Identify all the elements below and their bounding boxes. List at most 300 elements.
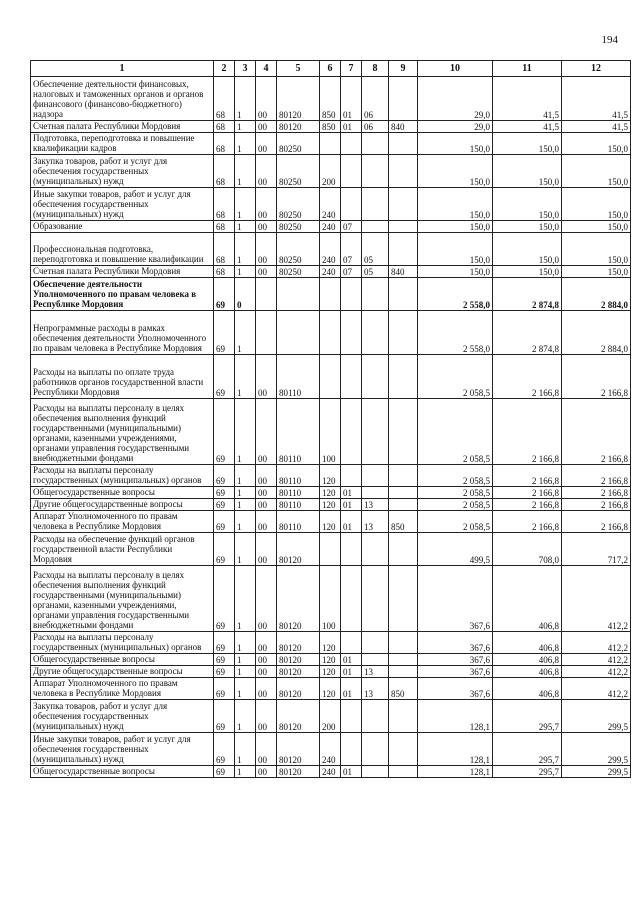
amount-cell-11: 406,8	[493, 678, 562, 700]
code-cell-7: 07	[341, 221, 362, 233]
amount-cell-12: 412,2	[562, 678, 631, 700]
code-cell-9	[389, 666, 418, 678]
table-row	[31, 399, 631, 465]
code-cell-6: 240	[320, 188, 341, 221]
code-cell-6: 240	[320, 266, 341, 278]
amount-cell-12: 412,2	[562, 654, 631, 666]
code-cell-9	[389, 233, 418, 266]
code-cell-9	[389, 155, 418, 188]
code-cell-4: 00	[256, 155, 277, 188]
amount-cell-10: 2 558,0	[418, 311, 493, 355]
amount-cell-11: 406,8	[493, 666, 562, 678]
code-cell-8: 05	[362, 233, 389, 266]
amount-cell-10: 2 058,5	[418, 399, 493, 465]
amount-cell-11: 295,7	[493, 733, 562, 766]
amount-cell-10: 128,1	[418, 733, 493, 766]
amount-cell-11: 150,0	[493, 233, 562, 266]
code-cell-2: 69	[214, 666, 235, 678]
code-cell-4: 00	[256, 566, 277, 632]
amount-cell-11: 2 166,8	[493, 399, 562, 465]
code-cell-7: 01	[341, 121, 362, 133]
code-cell-5: 80110	[277, 487, 320, 499]
code-cell-4: 00	[256, 133, 277, 155]
code-cell-9	[389, 399, 418, 465]
amount-cell-12: 412,2	[562, 566, 631, 632]
amount-cell-11: 150,0	[493, 155, 562, 188]
amount-cell-10: 499,5	[418, 533, 493, 566]
code-cell-2: 69	[214, 766, 235, 778]
code-cell-8	[362, 355, 389, 399]
code-cell-3: 1	[235, 733, 256, 766]
code-cell-5: 80120	[277, 533, 320, 566]
table-row	[31, 700, 631, 733]
row-name-cell: Расходы на выплаты по оплате труда работников органов государственной власти Республики Мордовия	[31, 355, 214, 399]
amount-cell-11: 2 166,8	[493, 511, 562, 533]
row-name-cell: Закупка товаров, работ и услуг для обеспечения государственных (муниципальных) нужд	[31, 155, 214, 188]
amount-cell-11: 708,0	[493, 533, 562, 566]
amount-cell-11: 150,0	[493, 266, 562, 278]
code-cell-3: 1	[235, 121, 256, 133]
code-cell-3: 1	[235, 666, 256, 678]
code-cell-3: 1	[235, 487, 256, 499]
code-cell-2: 69	[214, 511, 235, 533]
code-cell-6	[320, 278, 341, 311]
code-cell-4: 00	[256, 632, 277, 654]
column-header-4: 4	[256, 61, 277, 77]
code-cell-6	[320, 355, 341, 399]
code-cell-9	[389, 278, 418, 311]
code-cell-4: 00	[256, 733, 277, 766]
amount-cell-10: 150,0	[418, 266, 493, 278]
code-cell-6	[320, 133, 341, 155]
code-cell-8	[362, 487, 389, 499]
code-cell-2: 69	[214, 566, 235, 632]
table-row	[31, 654, 631, 666]
amount-cell-12: 2 166,8	[562, 399, 631, 465]
row-name-cell: Иные закупки товаров, работ и услуг для обеспечения государственных (муниципальных) нужд	[31, 733, 214, 766]
row-name-cell: Обеспечение деятельности Уполномоченного по правам человека в Республике Мордовия	[31, 278, 214, 311]
column-header-10: 10	[418, 61, 493, 77]
code-cell-5: 80120	[277, 733, 320, 766]
code-cell-6: 120	[320, 632, 341, 654]
code-cell-5: 80120	[277, 678, 320, 700]
amount-cell-11: 2 166,8	[493, 465, 562, 487]
code-cell-4	[256, 311, 277, 355]
code-cell-7	[341, 700, 362, 733]
code-cell-3: 1	[235, 566, 256, 632]
amount-cell-10: 150,0	[418, 221, 493, 233]
code-cell-8	[362, 221, 389, 233]
table-header	[31, 61, 631, 77]
amount-cell-11: 150,0	[493, 221, 562, 233]
column-header-7: 7	[341, 61, 362, 77]
column-header-1: 1	[31, 61, 214, 77]
table-row	[31, 666, 631, 678]
code-cell-3: 1	[235, 499, 256, 511]
code-cell-6: 240	[320, 766, 341, 778]
code-cell-9: 850	[389, 678, 418, 700]
code-cell-4: 00	[256, 766, 277, 778]
code-cell-3: 1	[235, 133, 256, 155]
row-name-cell: Закупка товаров, работ и услуг для обеспечения государственных (муниципальных) нужд	[31, 700, 214, 733]
code-cell-6: 850	[320, 121, 341, 133]
code-cell-3: 1	[235, 266, 256, 278]
table-row	[31, 465, 631, 487]
code-cell-7	[341, 188, 362, 221]
code-cell-7: 01	[341, 77, 362, 121]
code-cell-2: 68	[214, 155, 235, 188]
column-header-12: 12	[562, 61, 631, 77]
code-cell-5: 80120	[277, 666, 320, 678]
code-cell-3: 1	[235, 355, 256, 399]
code-cell-2: 68	[214, 266, 235, 278]
row-name-cell: Расходы на выплаты персоналу в целях обеспечения выполнения функций государственными (муниципальными) органами, казенными учреждениями, органами управления государственными внебюджетными фондами	[31, 399, 214, 465]
amount-cell-11: 41,5	[493, 77, 562, 121]
amount-cell-10: 2 058,5	[418, 355, 493, 399]
code-cell-3: 1	[235, 221, 256, 233]
row-name-cell: Общегосударственные вопросы	[31, 487, 214, 499]
code-cell-8	[362, 188, 389, 221]
code-cell-3: 1	[235, 766, 256, 778]
row-name-cell: Профессиональная подготовка, переподготовка и повышение квалификации	[31, 233, 214, 266]
table-row	[31, 266, 631, 278]
amount-cell-11: 406,8	[493, 632, 562, 654]
code-cell-3: 1	[235, 678, 256, 700]
table-row	[31, 278, 631, 311]
table-row	[31, 566, 631, 632]
table-row	[31, 77, 631, 121]
code-cell-4: 00	[256, 399, 277, 465]
code-cell-8	[362, 632, 389, 654]
code-cell-8	[362, 700, 389, 733]
amount-cell-10: 2 558,0	[418, 278, 493, 311]
code-cell-8: 13	[362, 678, 389, 700]
code-cell-3: 1	[235, 233, 256, 266]
amount-cell-10: 128,1	[418, 700, 493, 733]
code-cell-2: 68	[214, 77, 235, 121]
amount-cell-11: 2 874,8	[493, 311, 562, 355]
row-name-cell: Расходы на выплаты персоналу государственных (муниципальных) органов	[31, 632, 214, 654]
code-cell-2: 69	[214, 654, 235, 666]
amount-cell-10: 150,0	[418, 233, 493, 266]
code-cell-7: 07	[341, 233, 362, 266]
amount-cell-12: 299,5	[562, 700, 631, 733]
code-cell-9	[389, 733, 418, 766]
code-cell-8	[362, 533, 389, 566]
amount-cell-11: 406,8	[493, 566, 562, 632]
code-cell-4: 00	[256, 533, 277, 566]
column-header-8: 8	[362, 61, 389, 77]
amount-cell-10: 367,6	[418, 678, 493, 700]
amount-cell-12: 41,5	[562, 77, 631, 121]
code-cell-5: 80250	[277, 188, 320, 221]
code-cell-5: 80110	[277, 399, 320, 465]
code-cell-8	[362, 465, 389, 487]
page-number: 194	[601, 34, 618, 46]
code-cell-6: 100	[320, 399, 341, 465]
code-cell-6: 120	[320, 511, 341, 533]
amount-cell-11: 2 166,8	[493, 499, 562, 511]
row-name-cell: Обеспечение деятельности финансовых, налоговых и таможенных органов и органов финансового (финансово-бюджетного) надзора	[31, 77, 214, 121]
amount-cell-12: 2 166,8	[562, 465, 631, 487]
code-cell-2: 69	[214, 465, 235, 487]
amount-cell-10: 2 058,5	[418, 499, 493, 511]
amount-cell-12: 2 884,0	[562, 278, 631, 311]
row-name-cell: Общегосударственные вопросы	[31, 654, 214, 666]
amount-cell-12: 717,2	[562, 533, 631, 566]
code-cell-4: 00	[256, 465, 277, 487]
code-cell-3: 1	[235, 188, 256, 221]
code-cell-9	[389, 566, 418, 632]
row-name-cell: Другие общегосударственные вопросы	[31, 499, 214, 511]
column-header-9: 9	[389, 61, 418, 77]
code-cell-8: 13	[362, 499, 389, 511]
amount-cell-12: 150,0	[562, 221, 631, 233]
code-cell-3: 1	[235, 77, 256, 121]
code-cell-7	[341, 465, 362, 487]
column-header-11: 11	[493, 61, 562, 77]
table-body	[31, 77, 631, 778]
row-name-cell: Расходы на выплаты персоналу государственных (муниципальных) органов	[31, 465, 214, 487]
amount-cell-12: 2 166,8	[562, 499, 631, 511]
table-row	[31, 311, 631, 355]
table-row	[31, 188, 631, 221]
code-cell-2: 69	[214, 533, 235, 566]
code-cell-5	[277, 278, 320, 311]
code-cell-4: 00	[256, 355, 277, 399]
code-cell-8	[362, 278, 389, 311]
amount-cell-10: 150,0	[418, 155, 493, 188]
code-cell-9	[389, 221, 418, 233]
code-cell-5: 80110	[277, 511, 320, 533]
amount-cell-10: 2 058,5	[418, 511, 493, 533]
code-cell-3: 1	[235, 465, 256, 487]
row-name-cell: Аппарат Уполномоченного по правам человека в Республике Мордовия	[31, 678, 214, 700]
code-cell-3: 1	[235, 399, 256, 465]
table-row	[31, 221, 631, 233]
code-cell-8: 06	[362, 77, 389, 121]
amount-cell-10: 29,0	[418, 121, 493, 133]
code-cell-8: 05	[362, 266, 389, 278]
code-cell-2: 68	[214, 133, 235, 155]
code-cell-6: 240	[320, 221, 341, 233]
header-row	[31, 61, 631, 77]
code-cell-9	[389, 355, 418, 399]
amount-cell-11: 2 166,8	[493, 355, 562, 399]
code-cell-4: 00	[256, 221, 277, 233]
code-cell-9	[389, 654, 418, 666]
amount-cell-10: 150,0	[418, 188, 493, 221]
code-cell-9	[389, 465, 418, 487]
code-cell-2: 69	[214, 399, 235, 465]
code-cell-8	[362, 733, 389, 766]
column-header-3: 3	[235, 61, 256, 77]
code-cell-4: 00	[256, 188, 277, 221]
amount-cell-12: 41,5	[562, 121, 631, 133]
code-cell-8	[362, 654, 389, 666]
amount-cell-10: 367,6	[418, 654, 493, 666]
code-cell-8	[362, 155, 389, 188]
code-cell-7	[341, 399, 362, 465]
code-cell-5: 80120	[277, 632, 320, 654]
table-row	[31, 511, 631, 533]
table-row	[31, 632, 631, 654]
code-cell-3: 1	[235, 700, 256, 733]
code-cell-6: 240	[320, 233, 341, 266]
code-cell-7	[341, 533, 362, 566]
code-cell-9	[389, 133, 418, 155]
code-cell-2: 69	[214, 678, 235, 700]
code-cell-4: 00	[256, 511, 277, 533]
code-cell-5: 80120	[277, 77, 320, 121]
code-cell-2: 69	[214, 487, 235, 499]
amount-cell-11: 406,8	[493, 654, 562, 666]
column-header-6: 6	[320, 61, 341, 77]
row-name-cell: Счетная палата Республики Мордовия	[31, 266, 214, 278]
code-cell-6: 120	[320, 678, 341, 700]
amount-cell-12: 150,0	[562, 155, 631, 188]
code-cell-5	[277, 311, 320, 355]
row-name-cell: Счетная палата Республики Мордовия	[31, 121, 214, 133]
amount-cell-12: 2 884,0	[562, 311, 631, 355]
code-cell-3: 1	[235, 654, 256, 666]
code-cell-5: 80110	[277, 465, 320, 487]
row-name-cell: Расходы на выплаты персоналу в целях обеспечения выполнения функций государственными (муниципальными) органами, казенными учреждениями, органами управления государственными внебюджетными фондами	[31, 566, 214, 632]
code-cell-5: 80120	[277, 566, 320, 632]
table-row	[31, 133, 631, 155]
code-cell-4: 00	[256, 654, 277, 666]
row-name-cell: Аппарат Уполномоченного по правам человека в Республике Мордовия	[31, 511, 214, 533]
code-cell-9	[389, 77, 418, 121]
code-cell-3: 1	[235, 533, 256, 566]
table-row	[31, 766, 631, 778]
amount-cell-12: 2 166,8	[562, 511, 631, 533]
code-cell-7	[341, 632, 362, 654]
table-row	[31, 155, 631, 188]
code-cell-8: 06	[362, 121, 389, 133]
code-cell-4: 00	[256, 233, 277, 266]
code-cell-9: 850	[389, 511, 418, 533]
code-cell-5: 80250	[277, 233, 320, 266]
code-cell-4: 00	[256, 700, 277, 733]
row-name-cell: Расходы на обеспечение функций органов государственной власти Республики Мордовия	[31, 533, 214, 566]
code-cell-2: 68	[214, 121, 235, 133]
amount-cell-11: 41,5	[493, 121, 562, 133]
code-cell-9	[389, 632, 418, 654]
table-row	[31, 678, 631, 700]
code-cell-9	[389, 700, 418, 733]
amount-cell-12: 150,0	[562, 133, 631, 155]
code-cell-6: 200	[320, 700, 341, 733]
code-cell-7	[341, 155, 362, 188]
code-cell-7: 01	[341, 666, 362, 678]
row-name-cell: Подготовка, переподготовка и повышение квалификации кадров	[31, 133, 214, 155]
table-row	[31, 233, 631, 266]
column-header-5: 5	[277, 61, 320, 77]
row-name-cell: Иные закупки товаров, работ и услуг для обеспечения государственных (муниципальных) нужд	[31, 188, 214, 221]
code-cell-2: 69	[214, 632, 235, 654]
code-cell-8: 13	[362, 666, 389, 678]
code-cell-6: 100	[320, 566, 341, 632]
code-cell-6: 120	[320, 487, 341, 499]
code-cell-2: 69	[214, 355, 235, 399]
code-cell-9	[389, 499, 418, 511]
amount-cell-11: 150,0	[493, 133, 562, 155]
code-cell-7: 01	[341, 678, 362, 700]
table-row	[31, 533, 631, 566]
amount-cell-10: 150,0	[418, 133, 493, 155]
code-cell-8	[362, 766, 389, 778]
code-cell-7: 01	[341, 766, 362, 778]
code-cell-5: 80250	[277, 133, 320, 155]
row-name-cell: Другие общегосударственные вопросы	[31, 666, 214, 678]
code-cell-3: 1	[235, 511, 256, 533]
code-cell-5: 80120	[277, 766, 320, 778]
code-cell-5: 80110	[277, 499, 320, 511]
code-cell-6: 120	[320, 666, 341, 678]
table-row	[31, 487, 631, 499]
amount-cell-10: 367,6	[418, 632, 493, 654]
amount-cell-12: 150,0	[562, 266, 631, 278]
code-cell-4	[256, 278, 277, 311]
amount-cell-12: 150,0	[562, 188, 631, 221]
table-row	[31, 121, 631, 133]
amount-cell-11: 295,7	[493, 766, 562, 778]
row-name-cell: Непрограммные расходы в рамках обеспечения деятельности Уполномоченного по правам человека в Республике Мордовия	[31, 311, 214, 355]
amount-cell-11: 150,0	[493, 188, 562, 221]
code-cell-2: 69	[214, 733, 235, 766]
code-cell-4: 00	[256, 666, 277, 678]
code-cell-4: 00	[256, 77, 277, 121]
code-cell-2: 69	[214, 311, 235, 355]
amount-cell-10: 2 058,5	[418, 487, 493, 499]
code-cell-2: 69	[214, 700, 235, 733]
code-cell-7: 07	[341, 266, 362, 278]
code-cell-2: 68	[214, 233, 235, 266]
code-cell-8	[362, 311, 389, 355]
row-name-cell: Образование	[31, 221, 214, 233]
code-cell-7	[341, 733, 362, 766]
code-cell-6	[320, 533, 341, 566]
code-cell-2: 68	[214, 188, 235, 221]
code-cell-9: 840	[389, 121, 418, 133]
code-cell-5: 80120	[277, 654, 320, 666]
code-cell-6: 120	[320, 465, 341, 487]
code-cell-6	[320, 311, 341, 355]
code-cell-8: 13	[362, 511, 389, 533]
code-cell-9	[389, 766, 418, 778]
code-cell-7	[341, 355, 362, 399]
code-cell-5: 80120	[277, 700, 320, 733]
code-cell-8	[362, 566, 389, 632]
code-cell-9	[389, 311, 418, 355]
code-cell-7	[341, 133, 362, 155]
code-cell-8	[362, 133, 389, 155]
code-cell-9	[389, 533, 418, 566]
code-cell-7	[341, 311, 362, 355]
code-cell-4: 00	[256, 487, 277, 499]
code-cell-5: 80250	[277, 155, 320, 188]
amount-cell-11: 2 874,8	[493, 278, 562, 311]
code-cell-2: 69	[214, 499, 235, 511]
code-cell-7: 01	[341, 487, 362, 499]
code-cell-2: 69	[214, 278, 235, 311]
amount-cell-10: 128,1	[418, 766, 493, 778]
code-cell-4: 00	[256, 266, 277, 278]
code-cell-9	[389, 188, 418, 221]
budget-table	[30, 60, 631, 778]
code-cell-4: 00	[256, 678, 277, 700]
